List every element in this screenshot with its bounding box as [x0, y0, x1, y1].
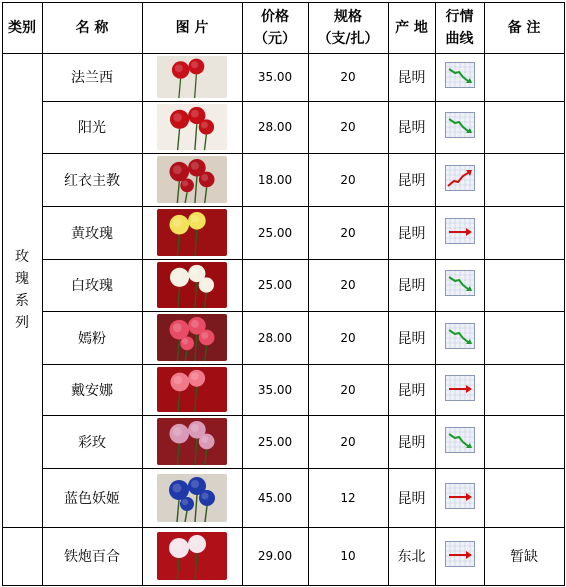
spec-value: 20: [340, 225, 356, 240]
trend-down-icon: [445, 62, 475, 92]
flower-photo: [157, 56, 227, 98]
trend-up-icon: [445, 165, 475, 195]
row-divider: [42, 206, 565, 207]
flower-name: 黄玫瑰: [71, 225, 113, 242]
price-value: 28.00: [257, 330, 293, 345]
column-divider: [242, 2, 243, 585]
price-value: 25.00: [257, 434, 293, 449]
trend-cell: [435, 259, 484, 311]
flower-name: 嫣粉: [78, 330, 106, 347]
price-value: 35.00: [257, 382, 293, 397]
column-divider: [484, 2, 485, 585]
trend-down-icon: [445, 112, 475, 142]
row-divider: [42, 153, 565, 154]
trend-cell: [435, 311, 484, 364]
price-value: 29.00: [257, 549, 293, 563]
row-divider: [42, 364, 565, 365]
trend-flat-icon: [445, 541, 475, 571]
note-value: [484, 153, 564, 206]
row-divider: [2, 527, 565, 528]
column-divider: [2, 2, 3, 585]
note-value: [484, 101, 564, 153]
note-value: [484, 311, 564, 364]
note-value: [484, 415, 564, 468]
trend-cell: [435, 101, 484, 153]
price-value: 18.00: [257, 172, 293, 187]
origin-value: 昆明: [397, 225, 426, 242]
trend-flat-icon: [445, 483, 475, 513]
trend-down-icon: [445, 323, 475, 353]
trend-cell: [435, 153, 484, 206]
price-value: 25.00: [257, 225, 293, 240]
flower-photo: [157, 314, 227, 361]
trend-cell: [435, 206, 484, 259]
note-value: [484, 53, 564, 101]
origin-value: 昆明: [397, 434, 426, 451]
flower-photo: [157, 209, 227, 256]
flower-photo: [157, 262, 227, 308]
header-note: 备 注: [507, 19, 541, 36]
flower-name: 白玫瑰: [71, 278, 113, 294]
note-value: [484, 468, 564, 527]
column-divider: [564, 2, 565, 585]
spec-value: 20: [340, 382, 356, 397]
flower-photo: [157, 156, 227, 203]
column-divider: [42, 2, 43, 585]
origin-value: 昆明: [397, 70, 426, 86]
category-cell-next: [2, 527, 42, 585]
trend-cell: [435, 527, 484, 585]
flower-name: 法兰西: [71, 70, 113, 86]
row-divider: [42, 468, 565, 469]
spec-value: 20: [340, 70, 356, 84]
origin-value: 昆明: [397, 120, 426, 136]
price-value: 45.00: [257, 490, 293, 505]
flower-name: 阳光: [78, 120, 106, 136]
trend-cell: [435, 415, 484, 468]
origin-value: 昆明: [397, 490, 426, 507]
trend-cell: [435, 468, 484, 527]
spec-value: 20: [340, 330, 356, 345]
row-divider: [42, 415, 565, 416]
spec-value: 20: [340, 278, 356, 292]
note-value: [484, 206, 564, 259]
header-image: 图 片: [175, 19, 209, 36]
flower-photo: [157, 532, 227, 580]
trend-down-icon: [445, 270, 475, 300]
price-value: 25.00: [257, 278, 293, 292]
trend-cell: [435, 53, 484, 101]
flower-photo: [157, 104, 227, 150]
column-divider: [388, 2, 389, 585]
trend-flat-icon: [445, 375, 475, 405]
trend-flat-icon: [445, 218, 475, 248]
flower-name: 红衣主教: [64, 172, 120, 189]
spec-value: 10: [340, 549, 356, 563]
flower-name: 蓝色妖姬: [64, 490, 120, 507]
note-value: [484, 259, 564, 311]
column-divider: [142, 2, 143, 585]
note-value: [484, 364, 564, 415]
spec-value: 20: [340, 172, 356, 187]
header-name: 名 称: [75, 19, 109, 36]
header-trend: 行情 曲线: [445, 8, 474, 47]
row-divider: [42, 311, 565, 312]
header-category: 类别: [8, 19, 36, 36]
column-divider: [308, 2, 309, 585]
flower-name: 彩玫: [78, 434, 106, 451]
column-divider: [435, 2, 436, 585]
spec-value: 20: [340, 434, 356, 449]
row-divider: [42, 259, 565, 260]
origin-value: 昆明: [397, 278, 426, 294]
header-origin: 产 地: [395, 19, 428, 36]
spec-value: 20: [340, 120, 356, 134]
row-divider: [42, 101, 565, 102]
price-value: 28.00: [257, 120, 293, 134]
flower-name: 铁炮百合: [64, 549, 120, 565]
flower-photo: [157, 418, 227, 465]
row-divider: [2, 2, 565, 3]
header-price: 价格 （元）: [254, 8, 296, 47]
note-value: 暂缺: [510, 549, 538, 565]
flower-photo: [157, 367, 227, 412]
origin-value: 昆明: [397, 382, 426, 399]
row-divider: [2, 585, 565, 586]
flower-name: 戴安娜: [71, 382, 113, 399]
spec-value: 12: [340, 490, 356, 505]
flower-photo: [157, 474, 227, 522]
price-value: 35.00: [257, 70, 293, 84]
origin-value: 东北: [397, 549, 426, 565]
origin-value: 昆明: [397, 330, 426, 347]
trend-cell: [435, 364, 484, 415]
trend-down-icon: [445, 427, 475, 457]
header-spec: 规格 （支/扎）: [317, 8, 379, 47]
category-cell: 玫 瑰 系 列: [15, 249, 29, 331]
origin-value: 昆明: [397, 172, 426, 189]
row-divider: [2, 53, 565, 54]
